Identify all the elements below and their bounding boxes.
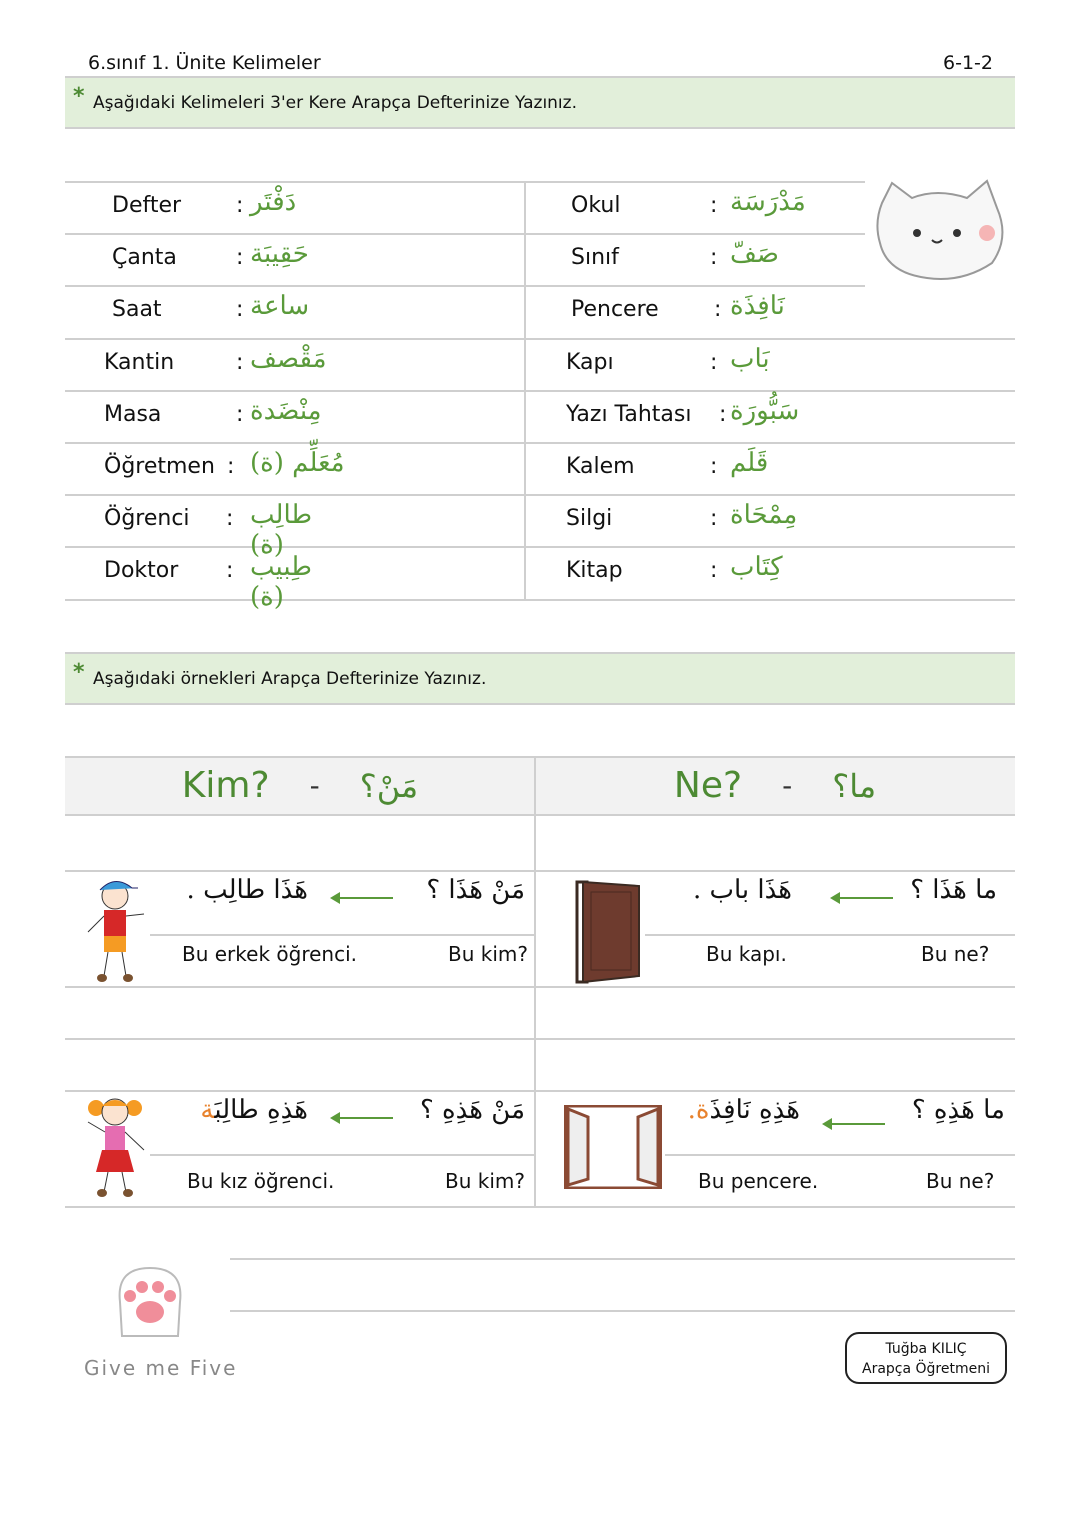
instruction-text: Aşağıdaki Kelimeleri 3'er Kere Arapça Defterinize Yazınız. [93,92,577,113]
vocab-turkish: Öğretmen [104,454,215,479]
vocab-turkish: Okul [571,193,621,218]
vocab-turkish: Pencere [571,297,659,322]
answer-turkish: Bu pencere. [698,1169,819,1193]
colon: : [714,297,722,322]
author-name: Tuğba KILIÇ [885,1341,967,1357]
instruction-band-1 [65,76,1015,129]
colon: : [226,558,234,583]
colon: : [227,454,235,479]
colon: : [710,193,718,218]
vocab-turkish: Saat [112,297,162,322]
question-turkish: Bu ne? [921,942,990,966]
dash: - [309,769,320,802]
answer-arabic [200,1095,308,1125]
instruction-text: Aşağıdaki örnekleri Arapça Defterinize Yazınız. [93,668,487,689]
vocab-arabic: دَفْتَر [250,187,297,217]
cat-illustration [872,178,1007,283]
kim-header [65,757,535,814]
colon: : [236,350,244,375]
question-arabic: ما هَذَا ؟ [910,875,997,905]
ne-label: Ne? [673,765,743,806]
vocab-turkish: Sınıf [571,245,619,270]
answer-main: هَذِهِ طالِبَ [214,1095,308,1125]
vocab-arabic: طِبيب (ة) [250,552,312,612]
arrow-left-icon [338,897,393,899]
colon: : [710,506,718,531]
question-turkish: Bu kim? [445,1169,525,1193]
star-icon: * [73,84,85,109]
answer-turkish: Bu erkek öğrenci. [182,942,357,966]
vocab-arabic: مَقْصف [250,344,327,374]
vocab-arabic: طالِب (ة) [250,500,313,560]
answer-arabic: هَذَا طالِب . [186,875,308,905]
vocab-turkish: Kitap [566,558,623,583]
feminine-suffix: ة [200,1095,215,1125]
question-turkish: Bu ne? [926,1169,995,1193]
vocab-arabic: ساعة [250,291,310,321]
feminine-suffix: ة. [687,1095,710,1125]
ne-arabic: ما؟ [832,766,877,805]
vocab-arabic: حَقِيبَة [250,239,309,269]
dash: - [782,769,793,802]
vocab-turkish: Kalem [566,454,635,479]
logo-text: Give me Five [84,1356,238,1380]
question-arabic: مَنْ هَذَا ؟ [426,875,525,905]
kim-arabic: مَنْ؟ [359,766,419,805]
vocab-arabic: كِتَاب [730,552,783,582]
worksheet-title: 6.sınıf 1. Ünite Kelimeler [88,52,321,74]
question-arabic: مَنْ هَذِهِ ؟ [419,1095,525,1125]
colon: : [710,350,718,375]
instruction-band-2 [65,652,1015,705]
vocab-arabic: مِنْضَدة [250,396,322,426]
colon: : [236,245,244,270]
vocab-turkish: Öğrenci [104,506,190,531]
vocab-turkish: Kantin [104,350,175,375]
question-arabic: ما هَذِهِ ؟ [911,1095,1005,1125]
vocab-arabic: صَفّ [730,239,779,269]
vocab-arabic: قَلَم [730,448,769,478]
vocab-arabic: سَبُّورَة [730,396,800,426]
colon: : [719,402,727,427]
author-role: Arapça Öğretmeni [862,1361,990,1377]
door-illustration [575,880,641,988]
girl-illustration [80,1092,150,1202]
question-turkish: Bu kim? [448,942,528,966]
vocab-arabic: بَاب [730,344,770,374]
ne-header [535,757,1015,814]
page-code: 6-1-2 [943,52,993,74]
answer-arabic: هَذَا باب . [692,875,792,905]
vocab-turkish: Defter [112,193,182,218]
vocab-turkish: Masa [104,402,162,427]
author-stamp [845,1332,1007,1384]
vocab-turkish: Çanta [112,245,177,270]
vocab-arabic: مُعَلِّم (ة) [250,448,345,478]
vocab-arabic: نَافِذَة [730,291,785,321]
colon: : [236,402,244,427]
vocab-turkish: Kapı [566,350,614,375]
arrow-left-icon [830,1123,885,1125]
answer-turkish: Bu kız öğrenci. [187,1169,335,1193]
paw-logo [108,1262,192,1346]
colon: : [710,454,718,479]
arrow-left-icon [338,1117,393,1119]
colon: : [236,193,244,218]
colon: : [710,558,718,583]
answer-arabic [688,1095,800,1125]
vocab-turkish: Doktor [104,558,179,583]
window-illustration [564,1105,662,1193]
vocab-arabic: مَدْرَسَة [730,187,806,217]
colon: : [236,297,244,322]
answer-main: هَذِهِ نَافِذَ [709,1095,800,1125]
vocab-turkish: Yazı Tahtası [566,402,692,427]
kim-label: Kim? [181,765,270,806]
boy-illustration [80,876,150,988]
vocab-arabic: مِمْحَاة [730,500,798,530]
arrow-left-icon [838,897,893,899]
colon: : [226,506,234,531]
colon: : [710,245,718,270]
vocab-turkish: Silgi [566,506,613,531]
star-icon: * [73,660,85,685]
answer-turkish: Bu kapı. [706,942,787,966]
